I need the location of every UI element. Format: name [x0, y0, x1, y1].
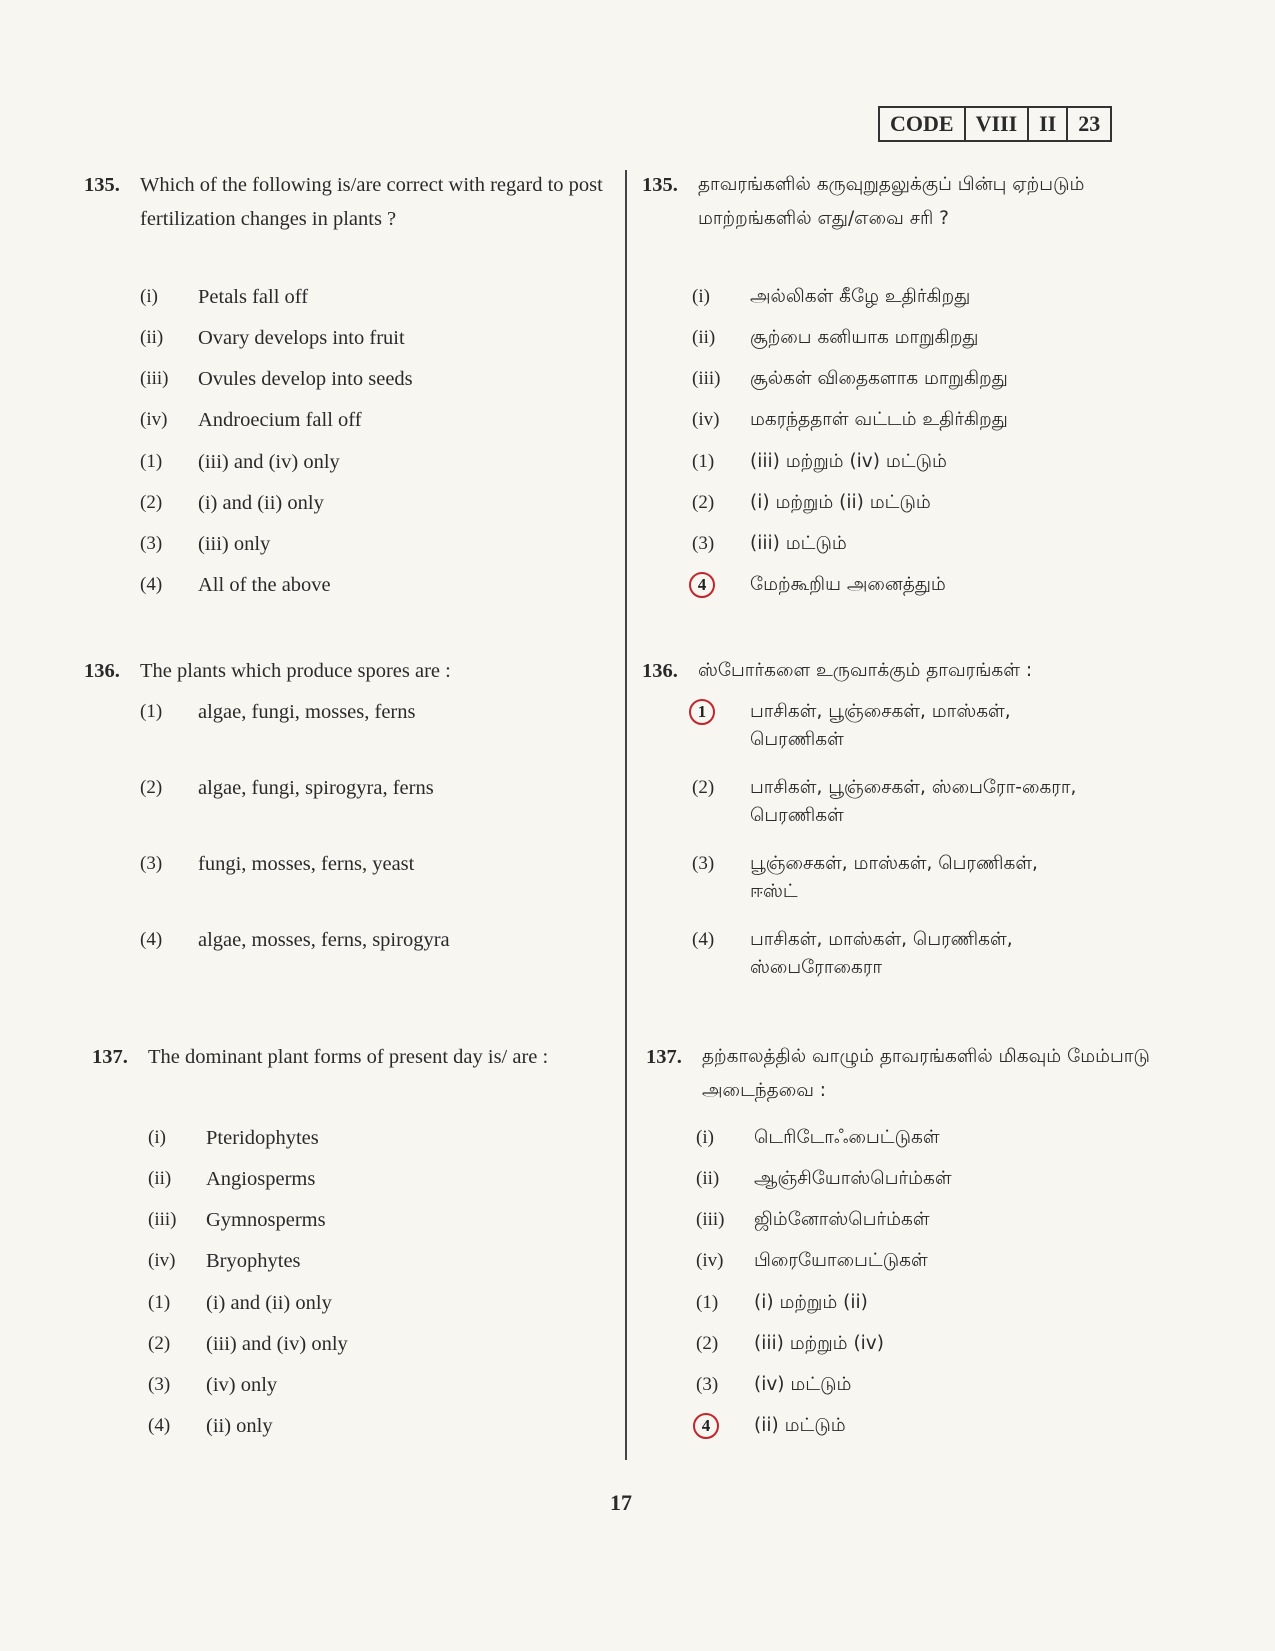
statement-row: (iii) Ovules develop into seeds	[140, 368, 413, 390]
option-row: (2) (iii) and (iv) only	[148, 1333, 348, 1355]
option-row: (1) (iii) மற்றும் (iv) மட்டும்	[692, 451, 947, 472]
option-row: (2) algae, fungi, spirogyra, ferns	[140, 777, 434, 799]
option-row: (4) (ii) only	[148, 1415, 273, 1437]
code-part-2: II	[1029, 108, 1068, 140]
question-135-ta	[642, 168, 1162, 236]
option-row: (4) algae, mosses, ferns, spirogyra	[140, 929, 450, 951]
option-row-selected: 1 பாசிகள், பூஞ்சைகள், மாஸ்கள், பெரணிகள்	[692, 698, 1090, 754]
statement-row: (i) Petals fall off	[140, 286, 309, 308]
statement-row: (iv) Androecium fall off	[140, 409, 362, 431]
question-number: 135.	[84, 174, 120, 196]
option-row: (4) பாசிகள், மாஸ்கள், பெரணிகள், ஸ்பைரோகைரா	[692, 929, 1013, 978]
statement-row: (i) டெரிடோஃபைட்டுகள்	[696, 1127, 940, 1148]
page-number: 17	[610, 1490, 632, 1515]
question-text: தாவரங்களில் கருவுறுதலுக்குப் பின்பு ஏற்படும் மாற்றங்களில் எது/எவை சரி ?	[698, 174, 1085, 229]
answer-circle-mark: 4	[689, 572, 715, 598]
option-row: (3) பூஞ்சைகள், மாஸ்கள், பெரணிகள், ஈஸ்ட்	[692, 853, 1038, 902]
question-text: ஸ்போர்களை உருவாக்கும் தாவரங்கள் :	[698, 660, 1033, 681]
statement-row: (iv) Bryophytes	[148, 1250, 301, 1272]
question-text: The dominant plant forms of present day is/ are :	[148, 1046, 549, 1068]
question-text: The plants which produce spores are :	[140, 660, 451, 682]
column-divider	[625, 170, 627, 1460]
code-label: CODE	[880, 108, 966, 140]
statement-row: (ii) சூற்பை கனியாக மாறுகிறது	[692, 327, 979, 348]
option-row-selected: 4 மேற்கூறிய அனைத்தும்	[692, 571, 1150, 599]
question-135-en	[84, 168, 604, 236]
question-number: 136.	[84, 660, 120, 682]
option-row: (2) பாசிகள், பூஞ்சைகள், ஸ்பைரோ-கைரா, பெரணிகள்	[692, 777, 1077, 826]
statement-row: (i) Pteridophytes	[148, 1127, 319, 1149]
tamil-column	[642, 0, 1162, 1651]
option-row: (3) (iii) only	[140, 533, 271, 555]
statement-row: (iv) மகரந்ததாள் வட்டம் உதிர்கிறது	[692, 409, 1008, 430]
statement-row: (iii) Gymnosperms	[148, 1209, 326, 1231]
question-136-en	[84, 654, 604, 688]
question-136-ta	[642, 654, 1162, 688]
option-row: (1) (i) and (ii) only	[148, 1292, 332, 1314]
question-number: 137.	[646, 1046, 682, 1068]
question-text: தற்காலத்தில் வாழும் தாவரங்களில் மிகவும் மேம்பாடு அடைந்தவை :	[702, 1046, 1150, 1101]
option-row: (2) (iii) மற்றும் (iv)	[696, 1333, 884, 1354]
question-text: Which of the following is/are correct with regard to post fertilization changes in plants ?	[140, 174, 603, 230]
question-137-en	[92, 1040, 612, 1074]
question-number: 135.	[642, 174, 678, 196]
option-row: (3) (iv) மட்டும்	[696, 1374, 852, 1395]
english-column	[84, 0, 604, 1651]
option-row: (1) (i) மற்றும் (ii)	[696, 1292, 868, 1313]
statement-row: (iii) ஜிம்னோஸ்பெர்ம்கள்	[696, 1209, 930, 1230]
code-part-1: VIII	[966, 108, 1030, 140]
code-part-3: 23	[1078, 111, 1101, 136]
question-number: 136.	[642, 660, 678, 682]
statement-row: (iv) பிரையோபைட்டுகள்	[696, 1250, 928, 1271]
option-row: (2) (i) மற்றும் (ii) மட்டும்	[692, 492, 931, 513]
option-row: (3) fungi, mosses, ferns, yeast	[140, 853, 415, 875]
option-row: (1) (iii) and (iv) only	[140, 451, 340, 473]
statement-row: (i) அல்லிகள் கீழே உதிர்கிறது	[692, 286, 971, 307]
question-number: 137.	[92, 1046, 128, 1068]
option-row: (3) (iii) மட்டும்	[692, 533, 847, 554]
question-137-ta	[646, 1040, 1166, 1108]
answer-circle-mark: 1	[689, 699, 715, 725]
option-row: (3) (iv) only	[148, 1374, 278, 1396]
option-row: (2) (i) and (ii) only	[140, 492, 324, 514]
statement-row: (ii) Angiosperms	[148, 1168, 316, 1190]
option-row-selected: 4 (ii) மட்டும்	[696, 1412, 1154, 1440]
answer-circle-mark: 4	[693, 1413, 719, 1439]
statement-row: (ii) Ovary develops into fruit	[140, 327, 405, 349]
option-row: (4) All of the above	[140, 574, 331, 596]
statement-row: (ii) ஆஞ்சியோஸ்பெர்ம்கள்	[696, 1168, 952, 1189]
statement-row: (iii) சூல்கள் விதைகளாக மாறுகிறது	[692, 368, 1008, 389]
option-row: (1) algae, fungi, mosses, ferns	[140, 701, 416, 723]
